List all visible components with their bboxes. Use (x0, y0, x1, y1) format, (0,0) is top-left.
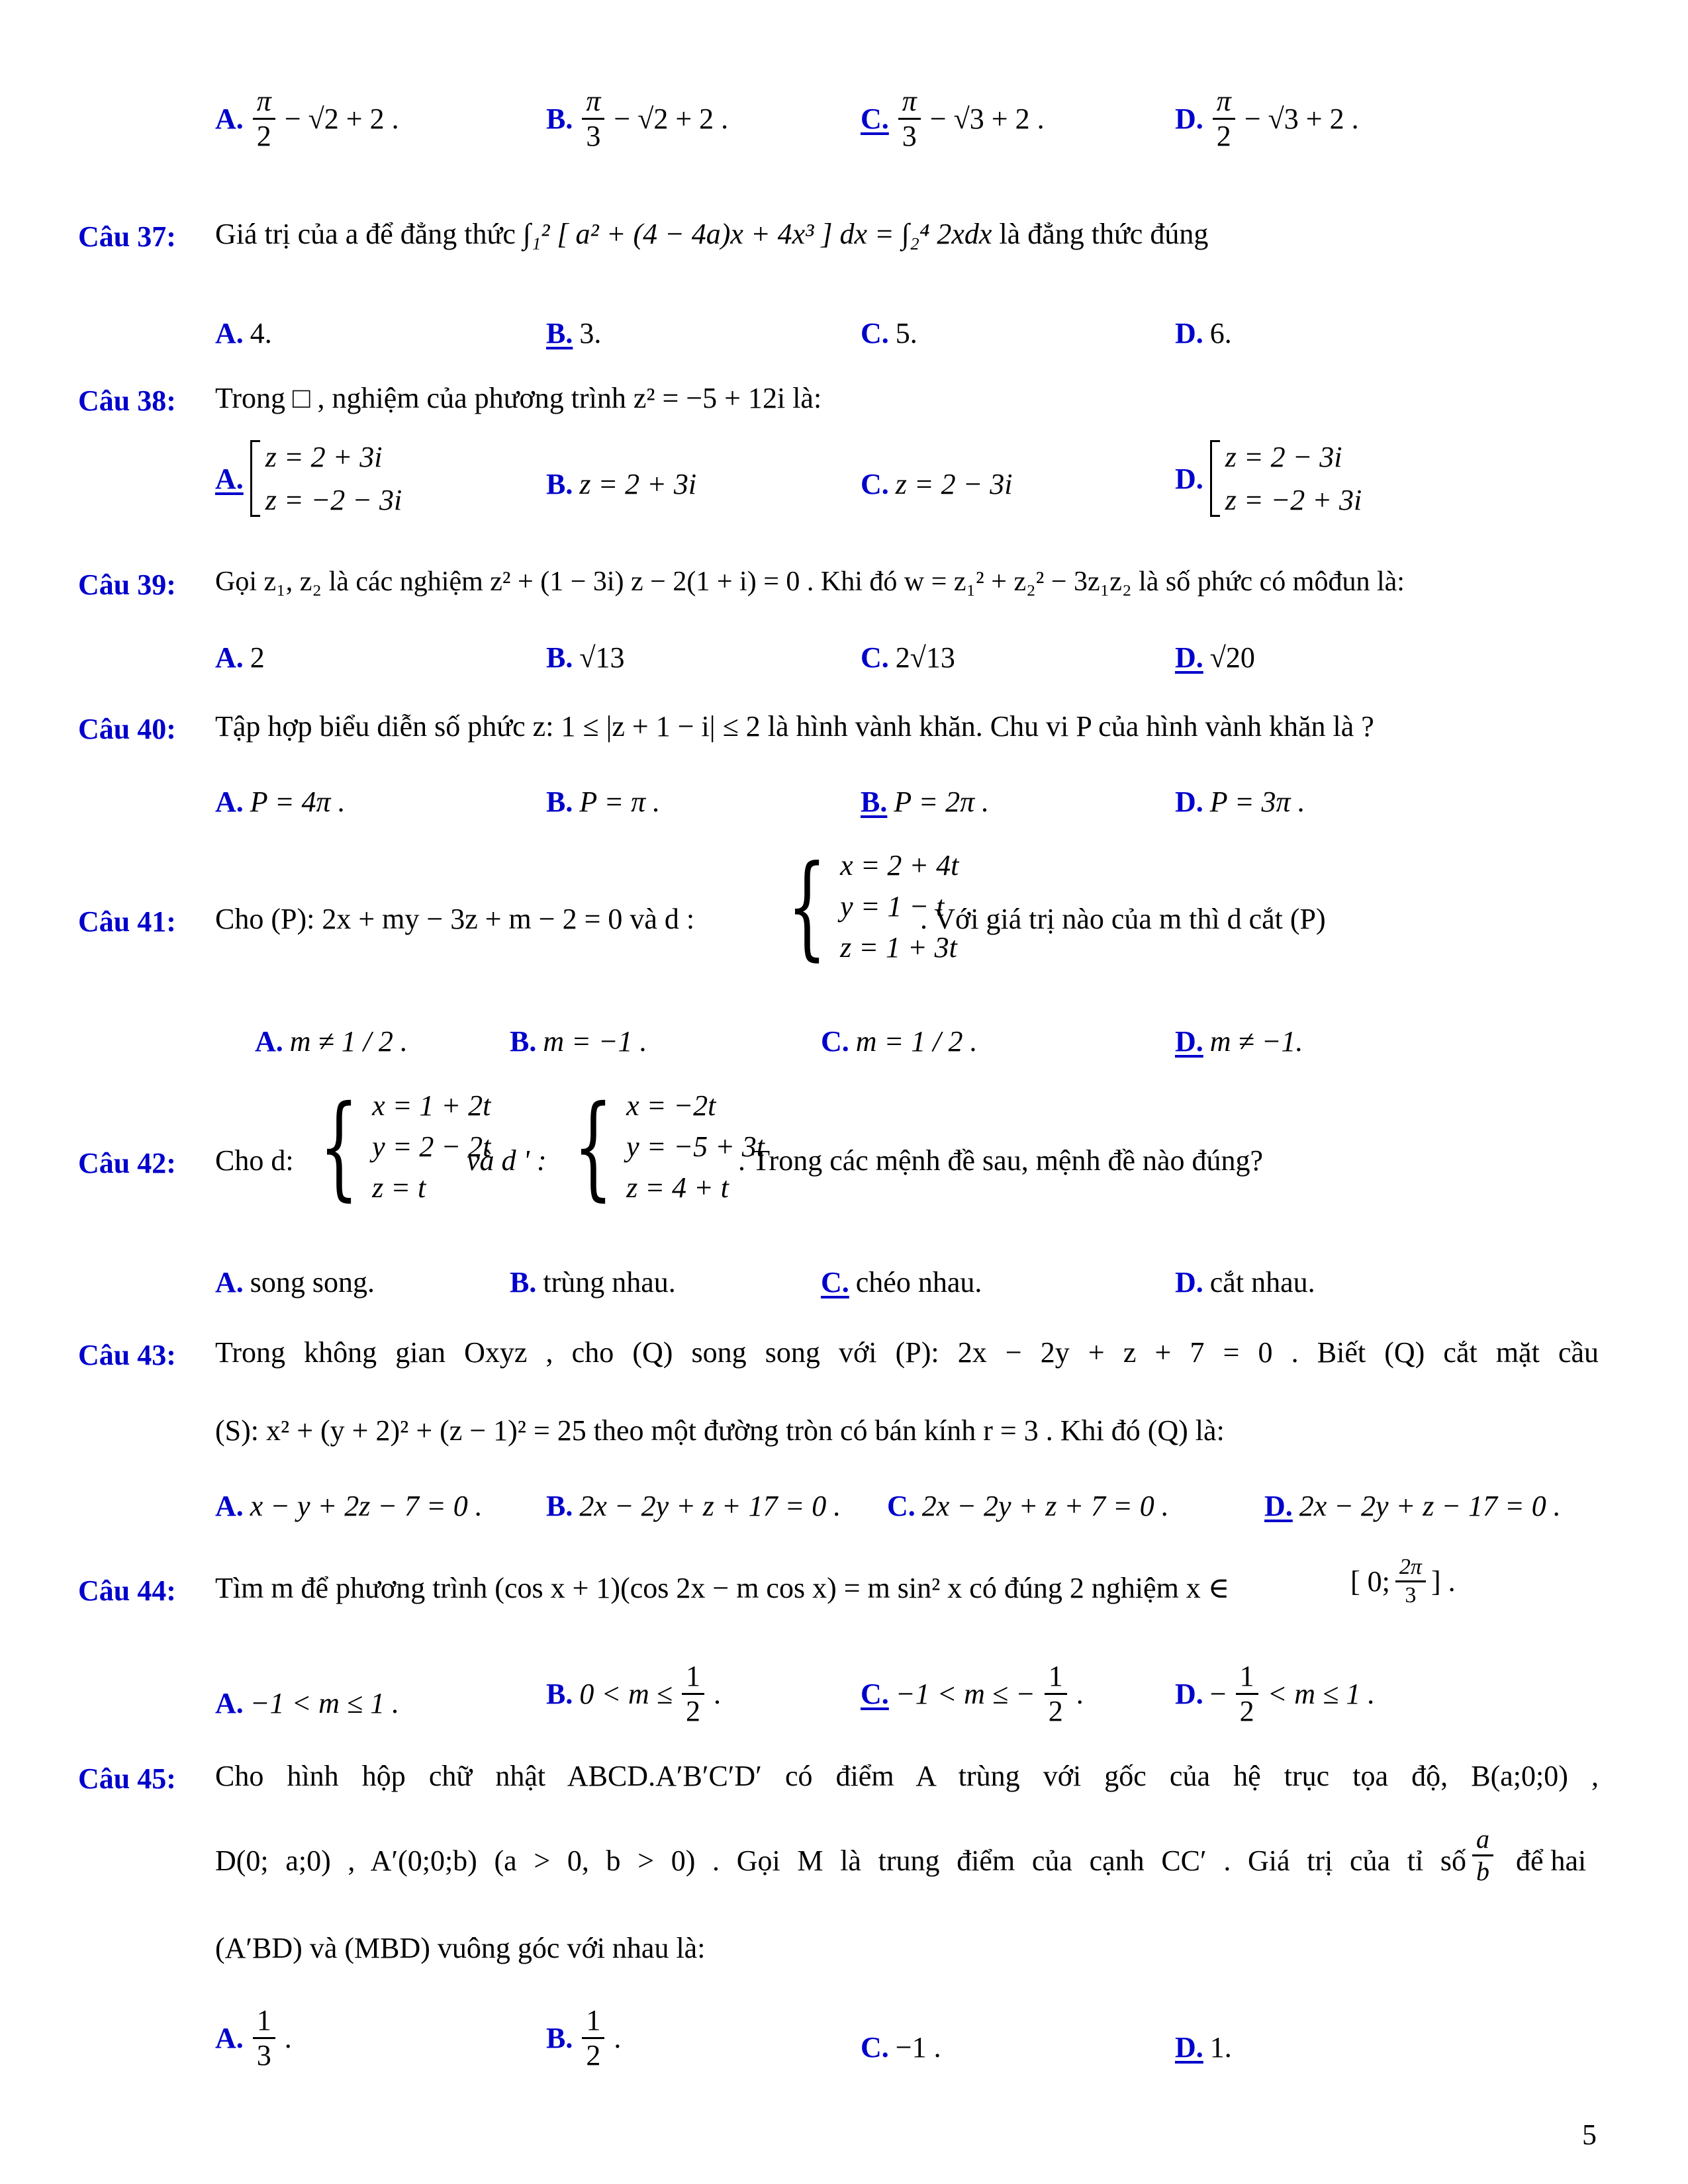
question-text: Tập hợp biểu diễn số phức z: 1 ≤ |z + 1 − i| ≤ 2 là hình vành khăn. Chu vi P của hình vành khăn là ? (215, 710, 1374, 743)
question-number: Câu 43: (78, 1339, 176, 1371)
option-text: 2 (250, 641, 265, 674)
option-text: x − y + 2z − 7 = 0 . (250, 1490, 483, 1522)
option-label: B. (546, 468, 573, 500)
option-a[interactable] (215, 1489, 483, 1523)
system-line: x = 2 + 4t (840, 849, 959, 882)
option-label: D. (1175, 1266, 1203, 1298)
system-line: x = 1 + 2t (372, 1089, 491, 1122)
option-label: A. (215, 317, 244, 349)
fraction (582, 2005, 604, 2071)
option-text: −1 < m ≤ − (895, 1678, 1035, 1711)
solution-bracket (250, 440, 402, 517)
option-text: 5. (895, 317, 917, 349)
option-c[interactable] (861, 467, 1013, 501)
question-number: Câu 38: (78, 385, 176, 417)
option-a[interactable] (215, 440, 402, 517)
bracket-line: z = 2 − 3i (1225, 441, 1342, 473)
option-label: A. (215, 1490, 244, 1522)
option-label: A. (255, 1025, 283, 1058)
denominator: 3 (586, 120, 601, 153)
system-line: x = −2t (626, 1089, 716, 1122)
option-label: D. (1175, 786, 1203, 818)
option-text: − √3 + 2 . (929, 103, 1045, 136)
option-d[interactable] (1175, 316, 1232, 350)
question-number: Câu 41: (78, 905, 176, 938)
option-a[interactable] (215, 316, 272, 350)
option-c[interactable] (887, 1489, 1169, 1523)
option-text: 1. (1209, 2031, 1232, 2064)
option-text: P = π . (579, 786, 661, 818)
option-label: A. (215, 103, 244, 136)
option-b[interactable] (546, 316, 601, 350)
fraction (1472, 1825, 1493, 1886)
brace-icon: { (319, 1081, 359, 1212)
option-label: C. (861, 468, 889, 500)
numerator: π (898, 86, 921, 120)
option-label: A. (215, 462, 244, 495)
option-text: 6. (1209, 317, 1232, 349)
question-text: Cho (P): 2x + my − 3z + m − 2 = 0 và d : (215, 903, 695, 935)
option-text: m ≠ −1. (1209, 1025, 1303, 1058)
question-text: Cho d: (215, 1144, 294, 1177)
option-d-prev[interactable] (1175, 86, 1359, 152)
option-label: B. (546, 2022, 573, 2055)
option-text: 0 < m ≤ (579, 1678, 673, 1711)
numerator: 2π (1395, 1555, 1426, 1582)
option-b[interactable] (546, 785, 660, 819)
bracket-line: z = −2 + 3i (1225, 484, 1362, 516)
option-text: m = −1 . (543, 1025, 647, 1058)
fraction (253, 86, 275, 152)
option-c[interactable] (821, 1265, 982, 1299)
denominator: 3 (902, 120, 917, 153)
question-tail: . Với giá trị nào của m thì d cắt (P) (920, 903, 1326, 935)
question-line: Trong không gian Oxyz , cho (Q) song song với (P): 2x − 2y + z + 7 = 0 . Biết (Q) cắt mặt cầu (215, 1336, 1599, 1369)
option-label: B. (861, 786, 888, 818)
option-text: z = 2 + 3i (579, 468, 697, 500)
option-b[interactable] (510, 1265, 676, 1299)
system-line: z = t (372, 1171, 426, 1204)
option-d[interactable] (1175, 1661, 1375, 1727)
option-label: B. (546, 1490, 573, 1522)
bracket-line: z = 2 + 3i (265, 441, 383, 473)
question-line-end: để hai (1516, 1844, 1587, 1877)
option-label: B. (546, 317, 573, 349)
option-a[interactable] (215, 2005, 292, 2071)
option-b-prev[interactable] (546, 86, 728, 152)
option-a[interactable] (215, 785, 346, 819)
option-label: C. (861, 1678, 889, 1711)
option-text-end: . (713, 1678, 721, 1711)
option-label: B. (546, 786, 573, 818)
option-text: z = 2 − 3i (895, 468, 1013, 500)
option-c[interactable] (821, 1024, 977, 1058)
option-text: 2x − 2y + z + 17 = 0 . (579, 1490, 841, 1522)
denominator: 2 (256, 120, 271, 153)
option-text: P = 4π . (250, 786, 346, 818)
question-number: Câu 40: (78, 713, 176, 745)
option-b[interactable] (546, 2005, 621, 2071)
question-stem: Giá trị của a để đẳng thức (215, 218, 516, 250)
option-d[interactable] (1175, 785, 1305, 819)
option-text: 2x − 2y + z − 17 = 0 . (1299, 1490, 1561, 1522)
question-number: Câu 39: (78, 569, 176, 601)
option-label: C. (861, 317, 889, 349)
option-label: C. (861, 2031, 889, 2064)
option-c-prev[interactable] (861, 86, 1045, 152)
fraction (582, 86, 604, 152)
ratio-fraction (1470, 1825, 1496, 1886)
option-label: C. (887, 1490, 915, 1522)
option-label: C. (821, 1025, 849, 1058)
option-d[interactable] (1175, 1265, 1315, 1299)
option-text: 3. (579, 317, 602, 349)
interval-close: ] . (1430, 1565, 1456, 1598)
numerator: 1 (253, 2005, 275, 2039)
denominator: 3 (1405, 1582, 1417, 1608)
option-text: chéo nhau. (855, 1266, 982, 1298)
option-label: C. (861, 103, 889, 136)
fraction (253, 2005, 275, 2071)
denominator: 2 (1216, 120, 1231, 153)
option-label: B. (510, 1025, 537, 1058)
numerator: π (582, 86, 604, 120)
option-label: A. (215, 1687, 244, 1719)
option-text: trùng nhau. (543, 1266, 676, 1298)
fraction (1395, 1555, 1426, 1607)
system-line: z = 4 + t (626, 1171, 729, 1204)
fraction (1236, 1661, 1258, 1727)
question-line: (A′BD) và (MBD) vuông góc với nhau là: (215, 1932, 706, 1964)
option-text: √13 (579, 641, 625, 674)
question-line: (S): x² + (y + 2)² + (z − 1)² = 25 theo một đường tròn có bán kính r = 3 . Khi đó (Q) là: (215, 1414, 1225, 1447)
option-d[interactable] (1175, 2030, 1232, 2064)
question-number: Câu 45: (78, 1762, 176, 1795)
option-text-end: . (614, 2022, 622, 2055)
option-text: − √2 + 2 . (284, 103, 399, 136)
fraction (898, 86, 921, 152)
numerator: 1 (682, 1661, 704, 1695)
option-label: D. (1175, 1678, 1203, 1711)
brace-icon: { (787, 841, 827, 972)
option-text: m = 1 / 2 . (855, 1025, 978, 1058)
option-label: D. (1175, 317, 1203, 349)
option-a[interactable] (215, 1265, 375, 1299)
numerator: π (1213, 86, 1235, 120)
option-b[interactable] (510, 1024, 647, 1058)
option-a[interactable] (215, 641, 265, 674)
fraction (1213, 86, 1235, 152)
line-system-d-prime (557, 1081, 765, 1212)
option-text: −1 < m ≤ 1 . (250, 1687, 400, 1719)
option-label: C. (861, 641, 889, 674)
option-text: − √3 + 2 . (1244, 103, 1359, 136)
option-label: B. (510, 1266, 537, 1298)
option-text: m ≠ 1 / 2 . (289, 1025, 408, 1058)
option-d[interactable] (1264, 1489, 1561, 1523)
option-label: A. (215, 2022, 244, 2055)
option-text-end: . (284, 2022, 292, 2055)
option-text: song song. (250, 1266, 375, 1298)
option-d[interactable] (1175, 440, 1362, 517)
denominator: 2 (1048, 1695, 1063, 1728)
option-c[interactable] (861, 316, 917, 350)
option-text-end: < m ≤ 1 . (1267, 1678, 1376, 1711)
option-text: − (1209, 1678, 1227, 1711)
option-b[interactable] (546, 641, 625, 674)
option-label: B. (546, 1678, 573, 1711)
option-text: cắt nhau. (1209, 1266, 1315, 1298)
option-c[interactable] (861, 2030, 941, 2064)
option-label: D. (1175, 2031, 1203, 2064)
option-label: D. (1175, 641, 1203, 674)
option-text: P = 3π . (1209, 786, 1305, 818)
interval (1350, 1555, 1456, 1607)
question-line: Cho hình hộp chữ nhật ABCD.A′B′C′D′ có điểm A trùng với gốc của hệ trục tọa độ, B(a;0;0) , (215, 1760, 1599, 1792)
question-tail: là đẳng thức đúng (999, 218, 1209, 250)
option-d[interactable] (1175, 641, 1255, 674)
option-b[interactable] (546, 1661, 721, 1727)
brace-icon: { (573, 1081, 613, 1212)
option-c[interactable] (861, 1661, 1084, 1727)
option-label: A. (215, 1266, 244, 1298)
denominator: 2 (586, 2039, 601, 2072)
solution-bracket (1210, 440, 1362, 517)
question-number: Câu 37: (78, 220, 176, 253)
interval-open: [ 0; (1350, 1565, 1390, 1598)
question-line: D(0; a;0) , A′(0;0;b) (a > 0, b > 0) . Gọi M là trung điểm của cạnh CC′ . Giá trị của tỉ số (215, 1844, 1466, 1877)
question-text: Gọi z₁, z₂ là các nghiệm z² + (1 − 3i) z − 2(1 + i) = 0 . Khi đó w = z₁² + z₂² − 3z₁z₂ là số phức có môđun là: (215, 567, 1405, 597)
option-text-end: . (1076, 1678, 1084, 1711)
page-number: 5 (1582, 2118, 1597, 2151)
option-c[interactable] (861, 641, 955, 674)
denominator: 2 (1239, 1695, 1254, 1728)
question-number: Câu 44: (78, 1574, 176, 1607)
option-label: D. (1264, 1490, 1293, 1522)
numerator: 1 (1236, 1661, 1258, 1695)
question-mid: và d ' : (467, 1144, 547, 1177)
denominator: b (1476, 1856, 1489, 1886)
option-b[interactable] (546, 467, 696, 501)
option-label: A. (215, 786, 244, 818)
numerator: a (1472, 1825, 1493, 1856)
option-a-prev[interactable] (215, 86, 399, 152)
numerator: π (253, 86, 275, 120)
option-b[interactable] (546, 1489, 841, 1523)
bracket-line: z = −2 − 3i (265, 484, 402, 516)
system-line: y = 2 − 2t (372, 1130, 491, 1163)
denominator: 3 (256, 2039, 271, 2072)
system-line: y = 1 − t (840, 890, 945, 923)
option-text: − √2 + 2 . (614, 103, 729, 136)
numerator: 1 (582, 2005, 604, 2039)
integral-equation: ∫₁² [ a² + (4 − 4a)x + 4x³ ] dx = ∫₂⁴ 2xdx (522, 218, 992, 250)
option-text: −1 . (895, 2031, 941, 2064)
option-text: P = 2π . (894, 786, 990, 818)
numerator: 1 (1045, 1661, 1067, 1695)
option-text: 4. (250, 317, 272, 349)
denominator: 2 (685, 1695, 700, 1728)
question-text: Tìm m để phương trình (cos x + 1)(cos 2x − m cos x) = m sin² x có đúng 2 nghiệm x ∈ (215, 1572, 1230, 1604)
option-text: √20 (1209, 641, 1255, 674)
option-label: D. (1175, 103, 1203, 136)
question-number: Câu 42: (78, 1147, 176, 1179)
question-text (215, 220, 1208, 249)
option-label: A. (215, 641, 244, 674)
option-label: B. (546, 641, 573, 674)
question-tail: . Trong các mệnh đề sau, mệnh đề nào đúng? (738, 1144, 1264, 1177)
option-a[interactable] (255, 1024, 408, 1058)
line-system-d (303, 1081, 491, 1212)
option-c[interactable] (861, 785, 989, 819)
question-text: Trong □ , nghiệm của phương trình z² = −5 + 12i là: (215, 382, 822, 414)
option-a[interactable] (215, 1686, 399, 1720)
option-label: B. (546, 103, 573, 136)
option-text: 2x − 2y + z + 7 = 0 . (921, 1490, 1169, 1522)
option-d[interactable] (1175, 1024, 1303, 1058)
system-line: y = −5 + 3t (626, 1130, 765, 1163)
option-label: D. (1175, 462, 1203, 495)
option-label: C. (821, 1266, 849, 1298)
fraction (1045, 1661, 1067, 1727)
fraction (682, 1661, 704, 1727)
option-label: D. (1175, 1025, 1203, 1058)
system-line: z = 1 + 3t (840, 931, 957, 964)
option-text: 2√13 (895, 641, 955, 674)
